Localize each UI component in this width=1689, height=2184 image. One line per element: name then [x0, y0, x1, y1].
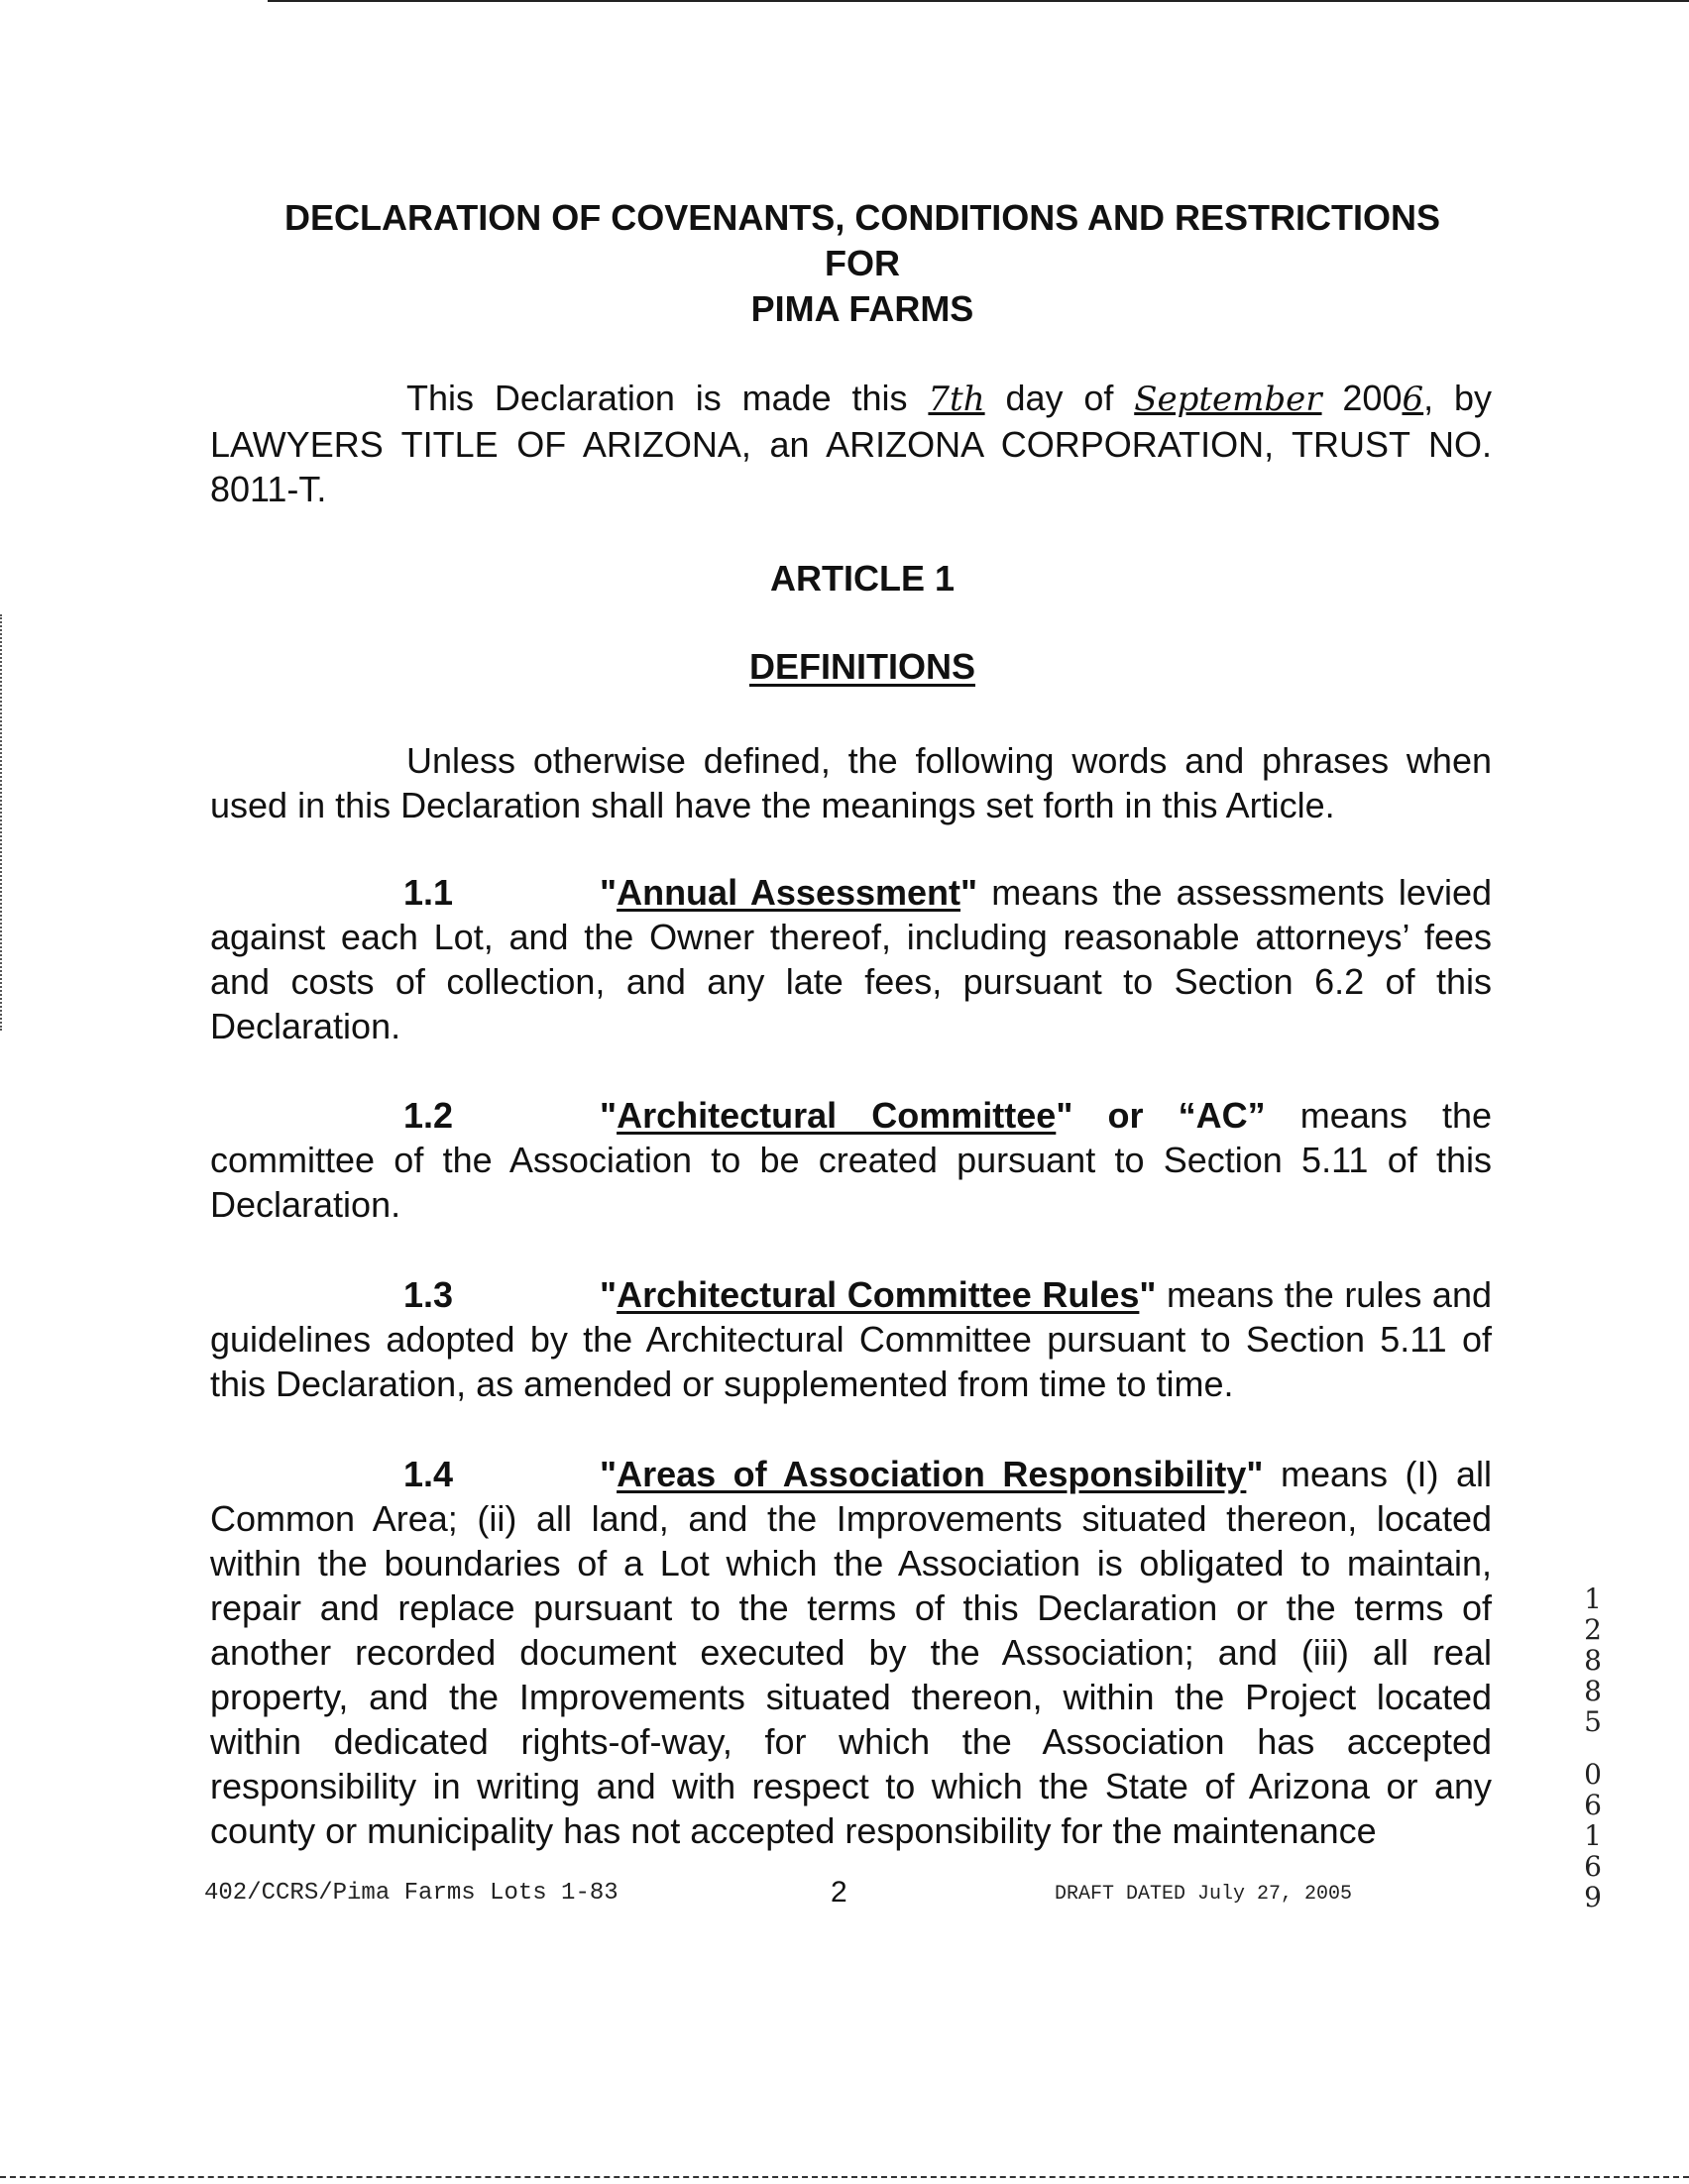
- section-1-1: 1.1 "Annual Assessment" means the assessments levied against each Lot, and the Owner thereof, including reasonable attorneys’ fees and costs of collection, and any late fees, pursuant to Section 6.2 of this Declaration.: [210, 872, 1492, 1046]
- scan-edge-top: [268, 0, 1689, 2]
- scan-edge-left: [0, 614, 4, 1031]
- definitions-lead-paragraph: Unless otherwise defined, the following words and phrases when used in this Declaration shall have the meanings set forth in this Article.: [210, 740, 1492, 825]
- scan-edge-bottom: [0, 2176, 1689, 2180]
- defined-term: Annual Assessment: [617, 872, 961, 913]
- section-number: 1.2: [403, 1095, 454, 1136]
- footer-page-number: 2: [831, 1876, 847, 1909]
- article-heading: ARTICLE 1: [769, 558, 955, 599]
- intro-paragraph: This Declaration is made this 7th day of September 2006, by LAWYERS TITLE OF ARIZONA, an ARIZONA CORPORATION, TRUST NO. 8011-T.: [210, 378, 1492, 509]
- section-number: 1.1: [403, 872, 454, 913]
- defined-term: Areas of Association Responsibility: [617, 1454, 1247, 1494]
- handwritten-year-digit: 6: [1402, 380, 1424, 419]
- footer-file-reference: 402/CCRS/Pima Farms Lots 1-83: [204, 1880, 619, 1907]
- section-1-2: 1.2 "Architectural Committee" or “AC” means the committee of the Association to be created pursuant to Section 5.11 of this Declaration.: [210, 1095, 1492, 1225]
- article-subheading: DEFINITIONS: [748, 646, 975, 687]
- footer-draft-date: DRAFT DATED July 27, 2005: [1055, 1883, 1353, 1906]
- recording-number-stamp: 1 2 8 8 5 0 6 1 6 9: [1584, 1583, 1602, 1913]
- section-number: 1.3: [403, 1274, 454, 1315]
- document-title-line-1: DECLARATION OF COVENANTS, CONDITIONS AND RESTRICTIONS: [283, 197, 1440, 238]
- section-1-3: 1.3 "Architectural Committee Rules" means the rules and guidelines adopted by the Architectural Committee pursuant to Section 5.11 of this Declaration, as amended or supplemented from time to time.: [210, 1274, 1493, 1404]
- handwritten-month: September: [1134, 380, 1322, 419]
- defined-term: Architectural Committee: [617, 1095, 1057, 1136]
- section-1-4: 1.4 "Areas of Association Responsibility" means (I) all Common Area; (ii) all land, and the Improvements situated thereon, located within the boundaries of a Lot which the Association is obligated to maintain, repair and replace pursuant to the terms of this Declaration or the terms of another recorded document executed by the Association; and (iii) all real property, and the Improvements situated thereon, within the Project located within dedicated rights-of-way, for which the Association has accepted responsibility in writing and with respect to which the State of Arizona or any county or municipality has not accepted responsibility for the maintenance: [210, 1454, 1492, 1851]
- defined-term: Architectural Committee Rules: [617, 1274, 1140, 1315]
- document-title-line-3: PIMA FARMS: [750, 288, 974, 329]
- handwritten-day: 7th: [928, 380, 985, 419]
- document-title-line-2: FOR: [825, 243, 900, 283]
- section-number: 1.4: [403, 1454, 454, 1494]
